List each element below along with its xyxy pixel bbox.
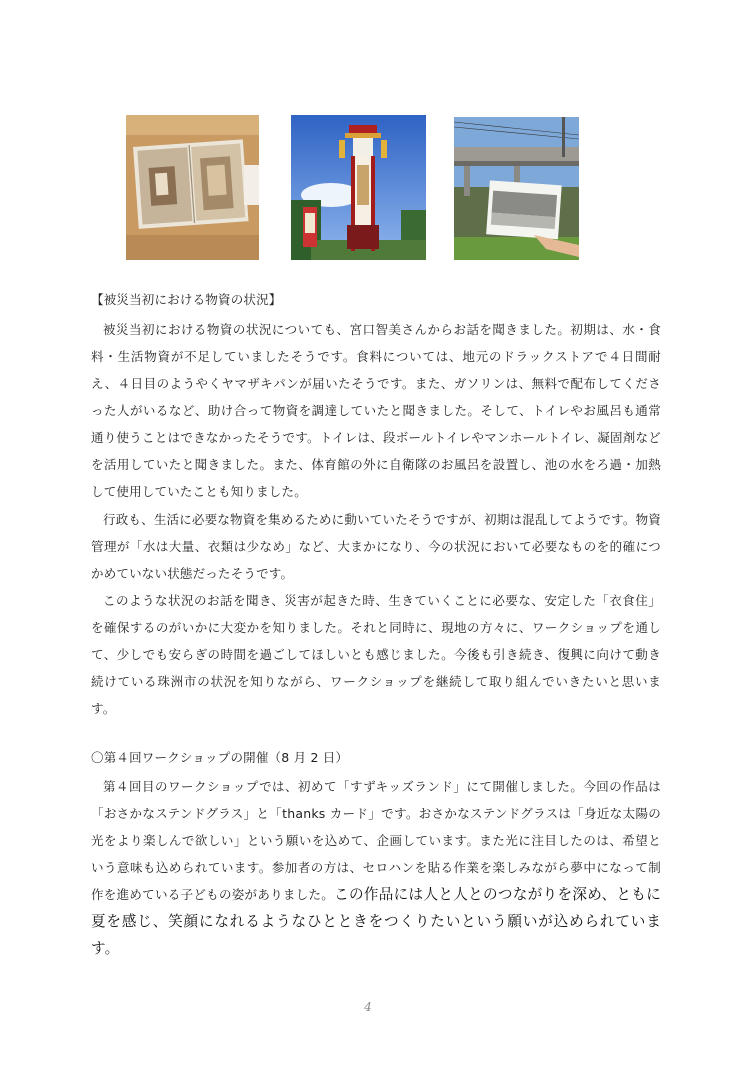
paragraph-text: 第４回目のワークショップでは、初めて「すずキッズランド」にて開催しました。今回の作品は「おさかなステンドグラス」と「thanks カード」です。おさかなステンドグラスは「身近な太陽の光をより楽しんで欲しい」という願いを込めて、企画しています。また光に注目したのは、希望という意味も込められています。参加者の方は、セロハンを貼る作業を楽しみながら夢中になって制作を進めている子どもの姿がありました。	[91, 779, 661, 902]
page-number: 4	[364, 1000, 372, 1014]
open-book-photo	[126, 115, 259, 260]
festival-float-photo	[291, 115, 426, 260]
paragraph: 行政も、生活に必要な物資を集めるために動いていたそうですが、初期は混乱してようです。物資管理が「水は大量、衣類は少なめ」など、大まかになり、今の状況において必要なものを的確につかめていない状態だったそうです。	[91, 512, 661, 581]
paragraph: 被災当初における物資の状況についても、宮口智美さんからお話を聞きました。初期は、水・食料・生活物資が不足していましたそうです。食料については、地元のドラックストアで４日間耐え、４日目のようやくヤマザキパンが届いたそうです。また、ガソリンは、無料で配布してくださった人がいるなど、助け合って物資を調達していたと聞きました。そして、トイレやお風呂も通常通り使うことはできなかったそうです。トイレは、段ボールトイレやマンホールトイレ、凝固剤などを活用していたと聞きました。また、体育館の外に自衛隊のお風呂を設置し、池の水をろ過・加熱して使用していたことも知りました。	[91, 322, 661, 499]
paragraph	[91, 773, 661, 962]
paragraph: このような状況のお話を聞き、災害が起きた時、生きていくことに必要な、安定した「衣食住」を確保するのがいかに大変かを知りました。それと同時に、現地の方々に、ワークショップを通して、少しでも安らぎの時間を過ごしてほしいとも感じました。今後も引き続き、復興に向けて動き続けている珠洲市の状況を知りながら、ワークショップを継続して取り組んでいきたいと思います。	[91, 593, 661, 716]
bridge-river-photo	[454, 117, 579, 260]
section-heading: 【被災当初における物資の状況】	[91, 292, 282, 307]
section-heading: 〇第４回ワークショップの開催（8 月 2 日）	[91, 750, 349, 765]
emphasized-text: この作品には人と人とのつながりを深め、ともに夏を感じ、笑顔になれるようなひとときをつくりたいという願いが込められています。	[91, 886, 661, 957]
